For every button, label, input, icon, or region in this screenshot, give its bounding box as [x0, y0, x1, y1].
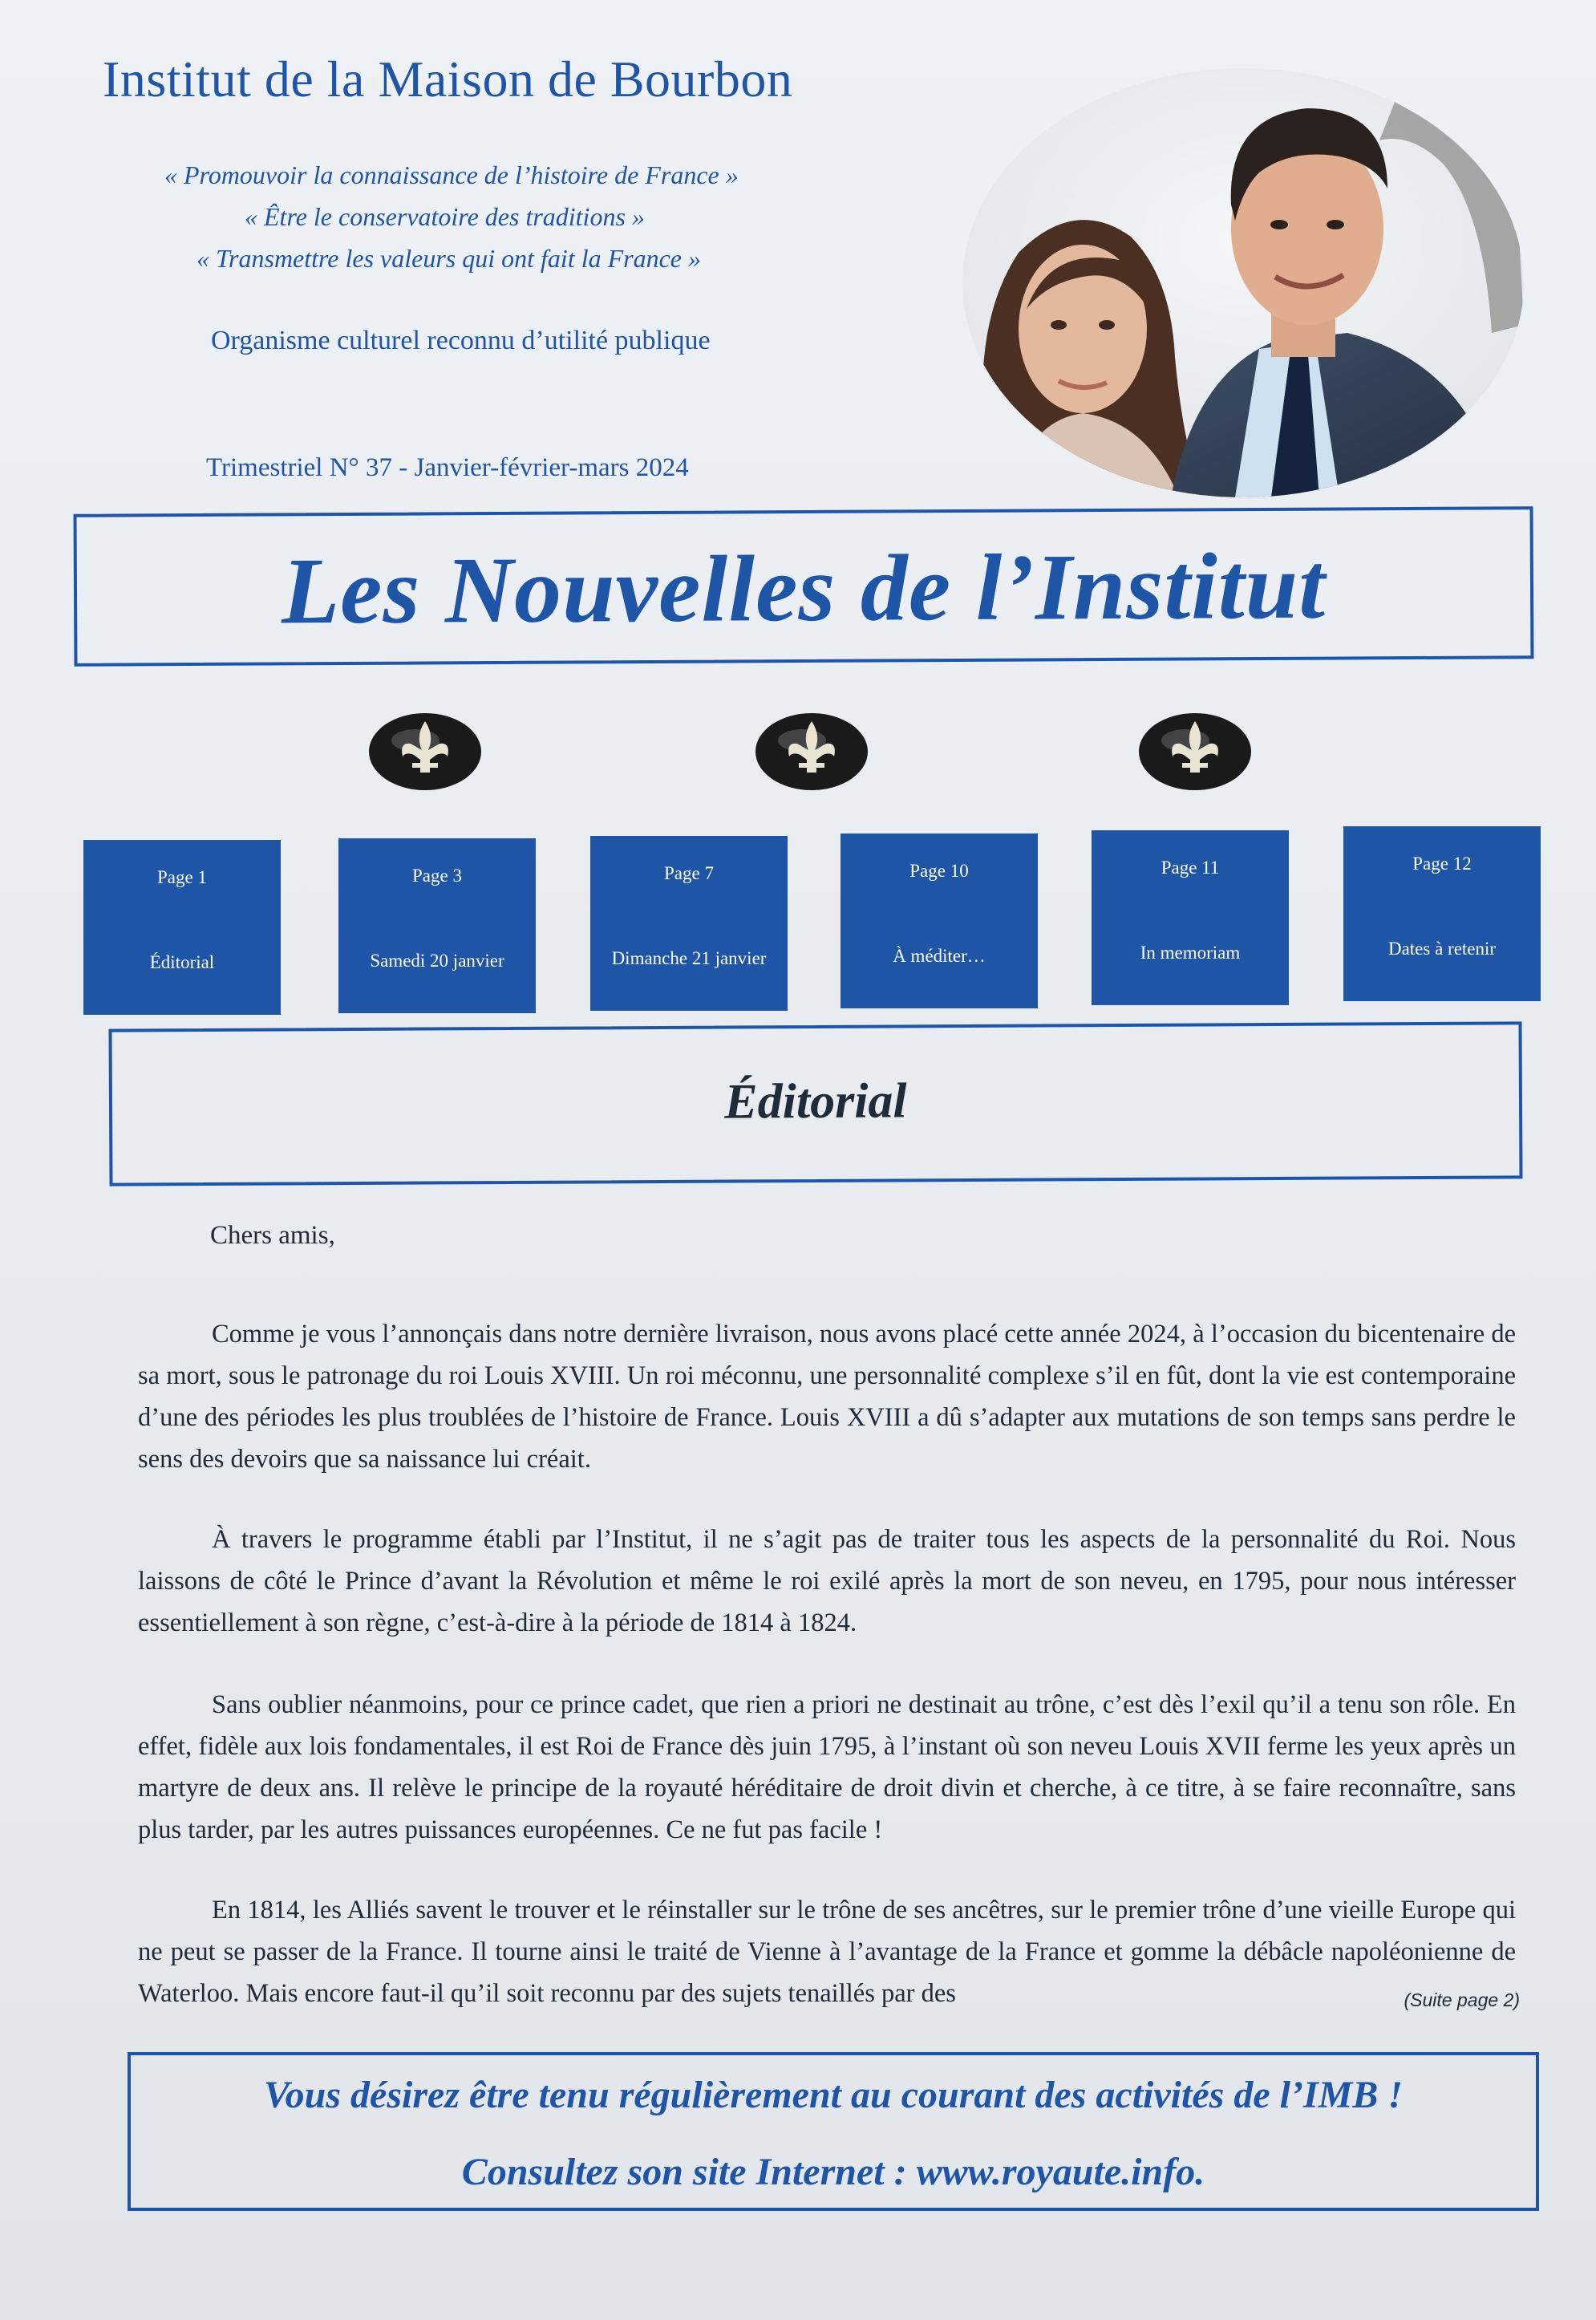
- nav-tile-page: Page 11: [1161, 858, 1220, 878]
- nav-tile-label: Dates à retenir: [1387, 939, 1497, 959]
- issue-line: Trimestriel N° 37 - Janvier-février-mars 2024: [206, 453, 689, 482]
- motto-line: « Transmettre les valeurs qui ont fait la France »: [196, 244, 701, 273]
- nav-tile-page: Page 1: [157, 867, 207, 887]
- fleur-de-lis-icon: [367, 710, 484, 794]
- masthead-title: Les Nouvelles de l’Institut: [281, 533, 1327, 644]
- editorial-paragraph: Sans oublier néanmoins, pour ce prince cadet, que rien a priori ne destinait au trône, c’est dès l’exil qu’il a tenu son rôle. En effet, fidèle aux lois fondamentales, il est Roi de France dès juin 1795, à l’instant où son neveu Louis XVII ferme les yeux après un martyre de deux ans. Il relève le principe de la royauté héréditaire de droit divin et cherche, à ce titre, à se faire reconnaître, sans plus tarder, par les autres puissances européennes. Ce ne fut pas facile !: [138, 1689, 1516, 1844]
- nav-tile-dates[interactable]: [1343, 826, 1541, 1001]
- nav-tile-page: Page 7: [664, 863, 714, 883]
- motto-line: « Être le conservatoire des traditions »: [245, 202, 645, 231]
- nav-tile-samedi[interactable]: [338, 838, 536, 1013]
- nav-tile-label: Éditorial: [149, 952, 215, 972]
- editorial-heading: Éditorial: [724, 1073, 907, 1130]
- masthead-box: [74, 506, 1534, 667]
- footer-line: Vous désirez être tenu régulièrement au courant des activités de l’IMB !: [263, 2074, 1404, 2116]
- nav-tile-page: Page 12: [1412, 854, 1472, 874]
- footer-website-link[interactable]: Consultez son site Internet : www.royaute.info.: [461, 2151, 1205, 2193]
- fleur-de-lis-icon: [1137, 710, 1254, 794]
- recognition-line: Organisme culturel reconnu d’utilité publique: [211, 326, 711, 355]
- editorial-paragraph: En 1814, les Alliés savent le trouver et le réinstaller sur le trône de ses ancêtres, sur le premier trône d’une vieille Europe qui ne peut se passer de la France. Il tourne ainsi le traité de Vienne à l’avantage de la France et gomme la débâcle napoléonienne de Waterloo. Mais encore faut-il qu’il soit reconnu par des sujets tenaillés par des: [138, 1895, 1516, 2008]
- nav-tile-label: Dimanche 21 janvier: [611, 948, 767, 968]
- portrait-photo: [962, 68, 1524, 497]
- portrait-illustration: [962, 68, 1524, 497]
- footer-box: [128, 2052, 1539, 2211]
- nav-tile-label: À méditer…: [893, 946, 986, 966]
- editorial-heading-box: [108, 1021, 1522, 1186]
- nav-tile-dimanche[interactable]: [590, 836, 788, 1011]
- nav-tile-label: Samedi 20 janvier: [370, 951, 504, 971]
- nav-tile-in-memoriam[interactable]: [1092, 830, 1289, 1005]
- nav-tile-label: In memoriam: [1140, 943, 1241, 963]
- editorial-paragraph: À travers le programme établi par l’Institut, il ne s’agit pas de traiter tous les aspects de la personnalité du Roi. Nous laissons de côté le Prince d’avant la Révolution et même le roi exilé après la mort de son neveu, en 1795, pour nous intéresser essentiellement à son règne, c’est-à-dire à la période de 1814 à 1824.: [138, 1524, 1516, 1637]
- editorial-paragraph: Comme je vous l’annonçais dans notre dernière livraison, nous avons placé cette année 2024, à l’occasion du bicentenaire de sa mort, sous le patronage du roi Louis XVIII. Un roi méconnu, une personnalité complexe s’il en fût, dont la vie est contemporaine d’une des périodes les plus troublées de l’histoire de France. Louis XVIII a dû s’adapter aux mutations de son temps sans perdre le sens des devoirs que sa naissance lui créait.: [138, 1319, 1516, 1474]
- fleur-de-lis-icon: [754, 710, 870, 794]
- nav-tile-editorial[interactable]: [83, 840, 281, 1015]
- org-name: Institut de la Maison de Bourbon: [103, 51, 793, 107]
- continued-note: (Suite page 2): [1404, 1989, 1520, 2010]
- editorial-greeting: Chers amis,: [210, 1221, 335, 1250]
- nav-tile-page: Page 10: [909, 861, 969, 881]
- motto-line: « Promouvoir la connaissance de l’histoire de France »: [164, 160, 739, 189]
- nav-tile-page: Page 3: [412, 866, 462, 886]
- nav-tile-a-mediter[interactable]: [841, 833, 1038, 1008]
